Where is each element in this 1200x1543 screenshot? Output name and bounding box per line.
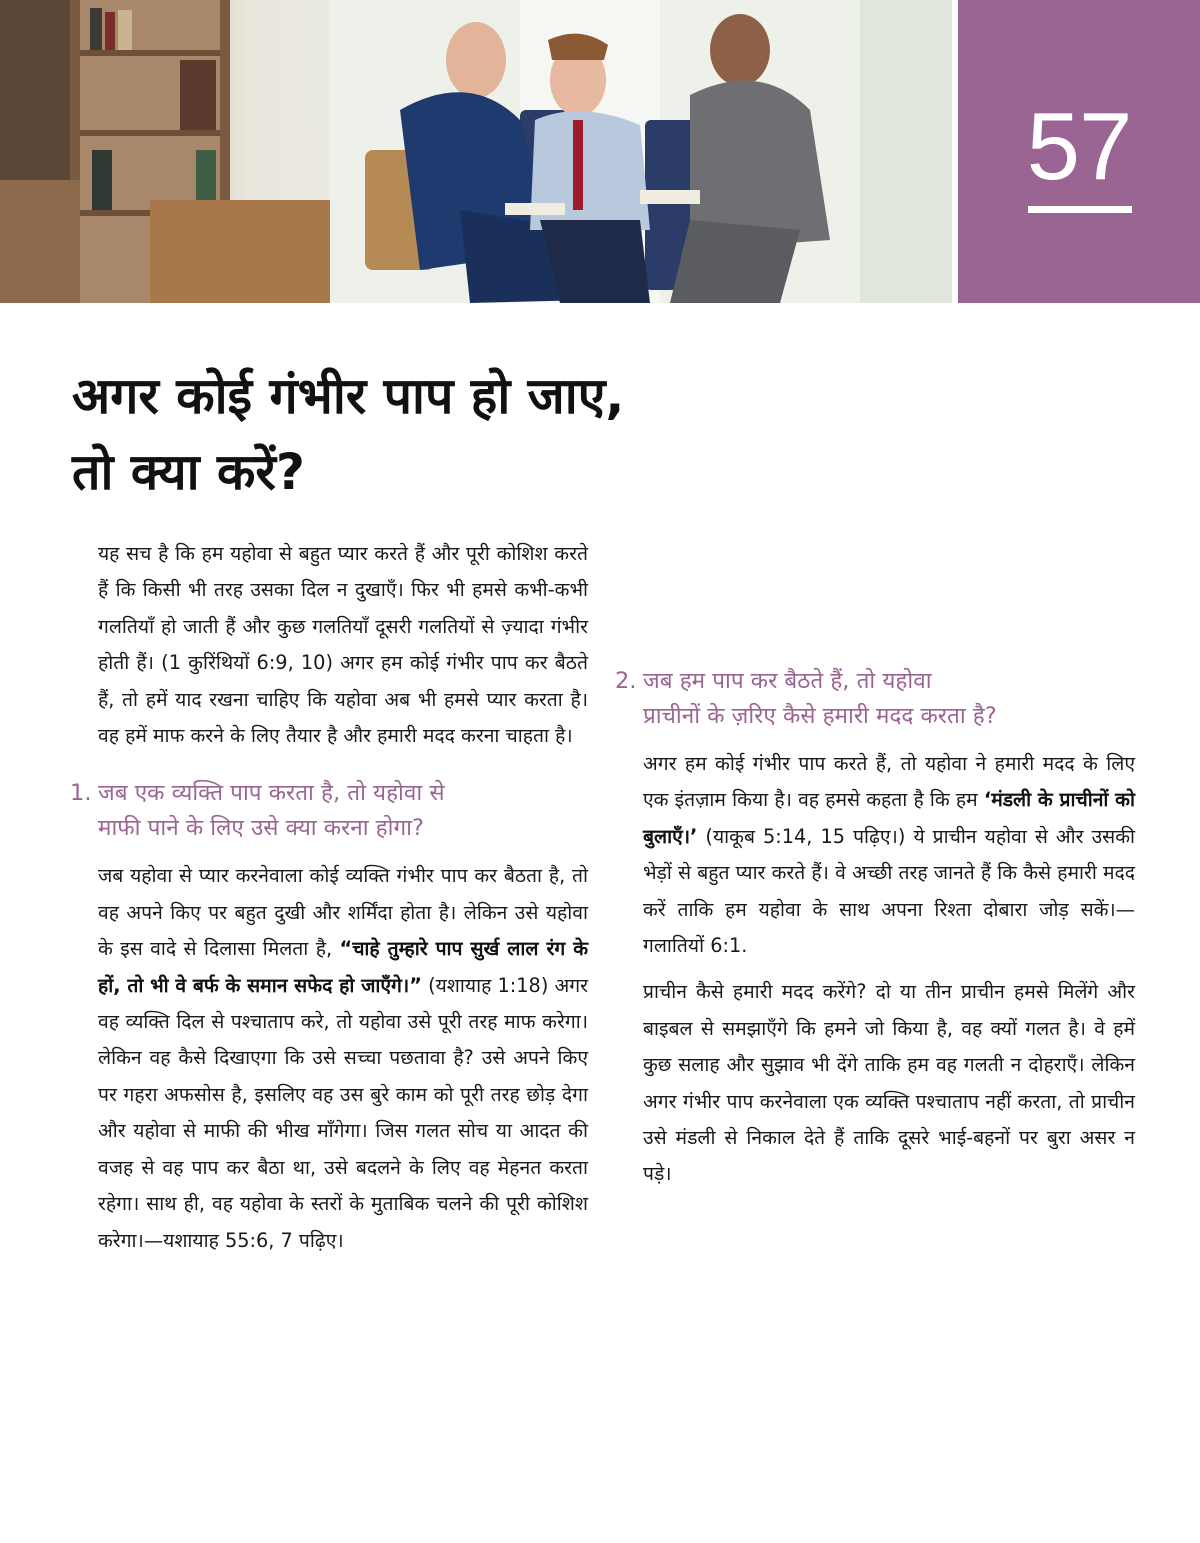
section-1-heading <box>70 776 588 846</box>
header-photo-illustration <box>0 0 952 303</box>
lesson-number-underline <box>1028 206 1132 213</box>
section-2-paragraph-2: प्राचीन कैसे हमारी मदद करेंगे? दो या तीन प्राचीन हमसे मिलेंगे और बाइबल से समझाएँगे कि हमने जो किया है, वह क्यों गलत है। वे हमें कुछ सलाह और सुझाव भी देंगे ताकि हम वह गलती न दोहराएँ। लेकिन अगर गंभीर पाप करनेवाला एक व्यक्ति पश्‍चाताप नहीं करता, तो प्राचीन उसे मंडली से निकाल देते हैं ताकि दूसरे भाई-बहनों पर बुरा असर न पड़े। <box>643 980 1135 1186</box>
section-2-quote: ‘मंडली के प्राचीनों को बुलाएँ।’ <box>643 788 1135 848</box>
section-2-heading <box>615 664 1135 734</box>
section-2-text-before: अगर हम कोई गंभीर पाप करते हैं, तो यहोवा ने हमारी मदद के लिए एक इंतज़ाम किया है। वह हमसे कहता है कि हम <box>643 752 1135 812</box>
section-2-paragraph-1 <box>643 746 1135 964</box>
page-title-line-2: तो क्या करें? <box>72 443 305 501</box>
section-1-heading-line-2: माफी पाने के लिए उसे क्या करना होगा? <box>98 815 424 842</box>
intro-paragraph: यह सच है कि हम यहोवा से बहुत प्यार करते हैं और पूरी कोशिश करते हैं कि किसी भी तरह उसका दिल न दुखाएँ। फिर भी हमसे कभी-कभी गलतियाँ हो जाती हैं और कुछ गलतियाँ दूसरी गलतियों से ज़्यादा गंभीर होती हैं। (1 कुरिंथियों 6:9, 10) अगर हम कोई गंभीर पाप कर बैठते हैं, तो हमें याद रखना चाहिए कि यहोवा अब भी हमसे प्यार करता है। वह हमें माफ करने के लिए तैयार है और हमारी मदद करना चाहता है। <box>98 542 588 748</box>
section-2-number: 2. <box>615 668 637 694</box>
section-1-text-before: जब यहोवा से प्यार करनेवाला कोई व्यक्ति गंभीर पाप कर बैठता है, तो वह अपने किए पर बहुत दुखी और शर्मिंदा होता है। लेकिन उसे यहोवा के इस वादे से दिलासा मिलता है, <box>98 864 588 961</box>
lesson-number: 57 <box>1026 93 1132 200</box>
header-photo <box>0 0 952 303</box>
lesson-number-box <box>958 0 1200 303</box>
section-2-heading-line-1: जब हम पाप कर बैठते हैं, तो यहोवा <box>643 668 932 694</box>
right-column <box>615 664 1135 1203</box>
section-1-heading-line-1: जब एक व्यक्ति पाप करता है, तो यहोवा से <box>98 780 445 807</box>
section-2-text-after: (याकूब 5:14, 15 पढ़िए।) ये प्राचीन यहोवा से और उसकी भेड़ों से बहुत प्यार करते हैं। वे अच्छी तरह जानते हैं कि कैसे हमारी मदद करें ताकि हम यहोवा के साथ अपना रिश्‍ता दोबारा जोड़ सकें।—गलातियों 6:1. <box>643 824 1135 958</box>
section-2-heading-line-2: प्राचीनों के ज़रिए कैसे हमारी मदद करता है? <box>643 703 997 729</box>
section-1-quote: “चाहे तुम्हारे पाप सुर्ख लाल रंग के हों, तो भी वे बर्फ के समान सफेद हो जाएँगे।” <box>98 937 588 997</box>
left-column <box>70 536 588 1269</box>
section-1-text-after: (यशायाह 1:18) अगर वह व्यक्ति दिल से पश्‍चाताप करे, तो यहोवा उसे पूरी तरह माफ करेगा। लेकिन वह कैसे दिखाएगा कि उसे सच्चा पछतावा है? उसे अपने किए पर गहरा अफसोस है, इसलिए वह उस बुरे काम को पूरी तरह छोड़ देगा और यहोवा से माफी की भीख माँगेगा। जिस गलत सोच या आदत की वजह से वह पाप कर बैठा था, उसे बदलने के लिए वह मेहनत करता रहेगा। साथ ही, वह यहोवा के स्तरों के मुताबिक चलने की पूरी कोशिश करेगा।—यशायाह 55:6, 7 पढ़िए। <box>98 973 588 1252</box>
page-title <box>72 358 892 510</box>
section-1-paragraph <box>98 858 588 1258</box>
section-1-number: 1. <box>70 780 92 807</box>
page-title-line-1: अगर कोई गंभीर पाप हो जाए, <box>72 367 625 425</box>
